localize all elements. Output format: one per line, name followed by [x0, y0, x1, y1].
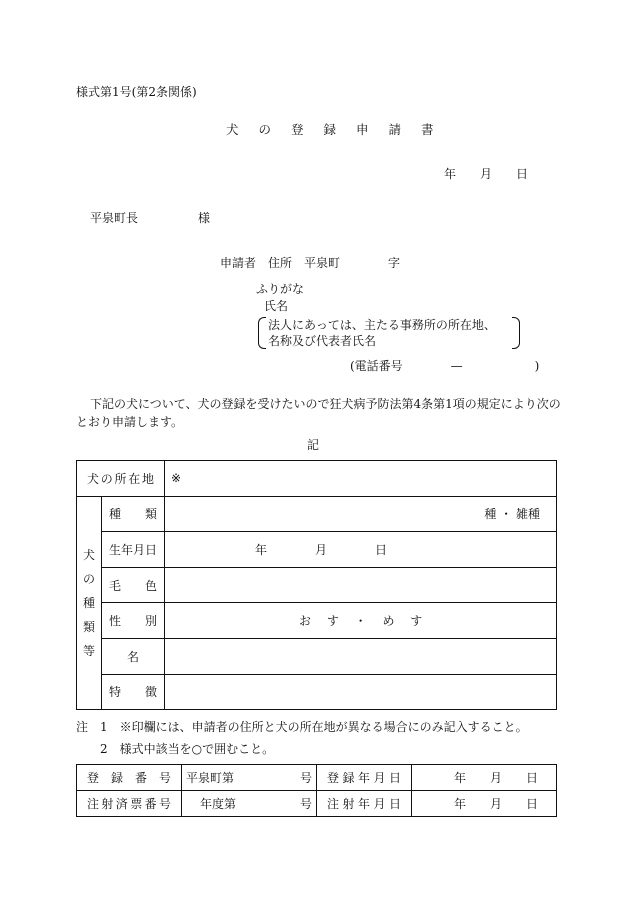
table-row	[77, 765, 557, 791]
table-row	[77, 674, 557, 710]
features-value[interactable]	[165, 674, 557, 710]
injection-tag-number-value[interactable]: 年度第 号	[182, 791, 317, 817]
table-row	[77, 638, 557, 674]
addressee: 平泉町長 様	[90, 211, 211, 225]
birthdate-value[interactable]: 年 月 日	[165, 532, 557, 568]
dog-info-table	[76, 460, 557, 710]
ki-heading: 記	[307, 438, 320, 452]
injection-tag-number-label: 注射済票番号	[77, 791, 182, 817]
location-value[interactable]: ※	[165, 461, 557, 497]
note-2: 2 様式中該当を○で囲むこと。	[100, 742, 275, 756]
injection-date-value[interactable]: 年 月 日	[412, 791, 557, 817]
dog-name-value[interactable]	[165, 638, 557, 674]
dog-name-label: 名	[102, 638, 165, 674]
table-row	[77, 496, 557, 532]
phone-line: (電話番号 — )	[350, 359, 540, 373]
office-use-table	[76, 764, 557, 817]
form-number: 様式第1号(第2条関係)	[76, 85, 197, 99]
sex-value[interactable]: お す ・ め す	[165, 603, 557, 639]
name-label: 氏名	[264, 299, 289, 313]
location-row	[77, 461, 557, 497]
bracket-left	[258, 317, 266, 349]
registration-number-value[interactable]: 平泉町第 号	[182, 765, 317, 791]
corp-note-1: 法人にあっては、主たる事務所の所在地、	[268, 318, 496, 332]
breed-value[interactable]: 種 ・ 雑種	[165, 496, 557, 532]
registration-date-value[interactable]: 年 月 日	[412, 765, 557, 791]
breed-label: 種 類	[102, 496, 165, 532]
form-title: 犬の登録申請書	[226, 122, 454, 137]
group-label: 犬 の 種 類 等	[77, 496, 102, 710]
table-row	[77, 791, 557, 817]
date-line: 年 月 日	[444, 167, 529, 181]
coat-color-value[interactable]	[165, 567, 557, 603]
table-row	[77, 532, 557, 568]
coat-color-label: 毛 色	[102, 567, 165, 603]
sex-label: 性 別	[102, 603, 165, 639]
injection-date-label: 注射年月日	[317, 791, 412, 817]
location-label: 犬の所在地	[77, 461, 165, 497]
furigana-label: ふりがな	[256, 282, 305, 296]
body-text-2: とおり申請します。	[76, 415, 184, 429]
note-1: 注 1 ※印欄には、申請者の住所と犬の所在地が異なる場合にのみ記入すること。	[76, 720, 528, 734]
corp-note-2: 名称及び代表者氏名	[268, 334, 377, 348]
applicant-address: 申請者 住所 平泉町 字	[220, 256, 401, 270]
table-row	[77, 603, 557, 639]
bracket-right	[512, 317, 520, 349]
registration-number-label: 登録番号	[77, 765, 182, 791]
body-text-1: 下記の犬について、犬の登録を受けたいので狂犬病予防法第4条第1項の規定により次の	[90, 397, 561, 411]
registration-date-label: 登録年月日	[317, 765, 412, 791]
birthdate-label: 生年月日	[102, 532, 165, 568]
table-row	[77, 567, 557, 603]
features-label: 特 徴	[102, 674, 165, 710]
